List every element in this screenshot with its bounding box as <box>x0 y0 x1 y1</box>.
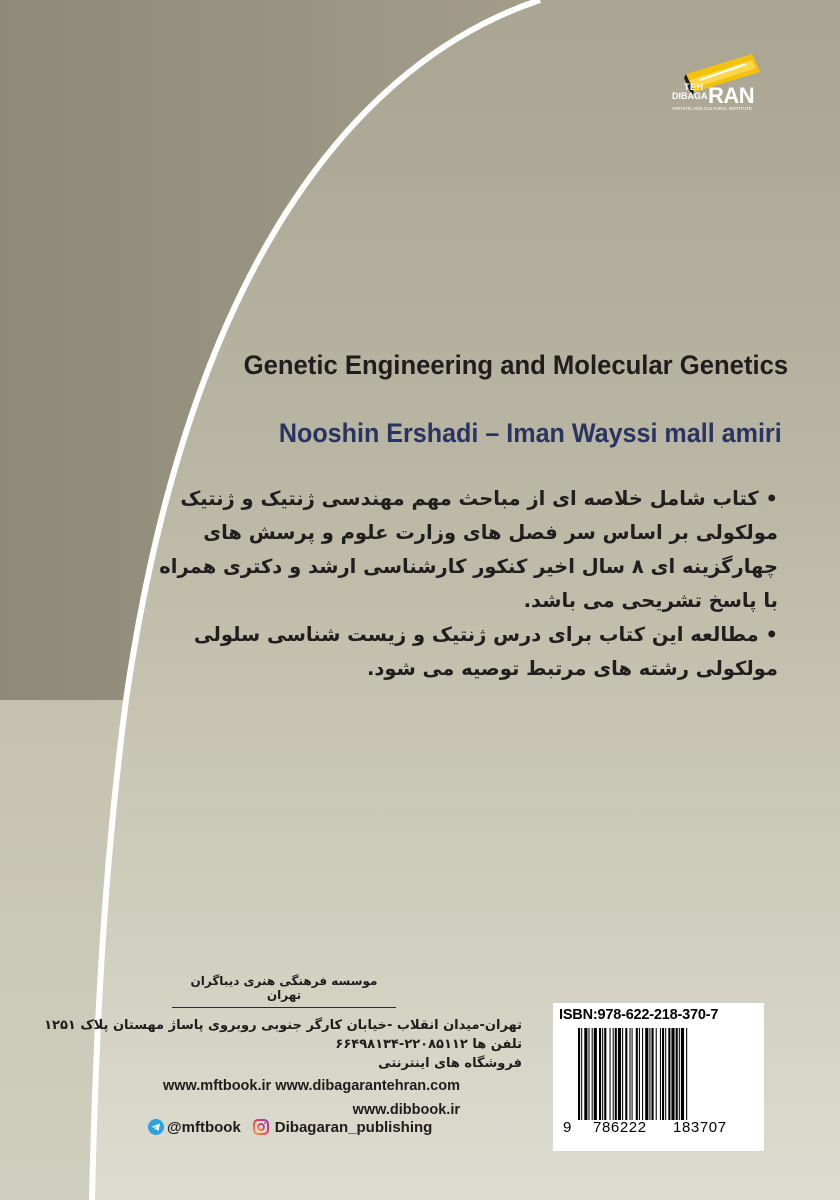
barcode-digits-right: 183707 <box>673 1119 727 1136</box>
logo-subtitle: ARTISTIC AND CULTURAL INSTITUTE <box>672 106 752 111</box>
publisher-phone: تلفن ها ۲۲۰۸۵۱۱۲-۶۶۴۹۸۱۳۴ <box>335 1037 522 1052</box>
barcode-digit-first: 9 <box>563 1119 572 1136</box>
book-title-english: Genetic Engineering and Molecular Genetics <box>243 350 788 380</box>
telegram-handle: @mftbook <box>167 1118 241 1136</box>
summary-bullet-2: • مطالعه این کتاب برای درس ژنتیک و زیست شناسی سلولی مولکولی رشته های مرتبط توصیه می شود. <box>193 623 778 680</box>
websites <box>50 1074 460 1122</box>
online-stores-label: فروشگاه های اینترنتی <box>378 1056 522 1071</box>
logo-ran: RAN <box>708 83 755 108</box>
logo-dibaga: DIBAGA <box>672 91 708 101</box>
instagram-icon <box>253 1119 269 1135</box>
logo-teh: TEH <box>684 82 704 92</box>
websites-line-1: www.mftbook.ir www.dibagarantehran.com <box>162 1078 460 1094</box>
publisher-address: تهران-میدان انقلاب -خیابان کارگر جنوبی روبروی پاساژ مهستان پلاک ۱۲۵۱ <box>44 1018 522 1033</box>
isbn-number: ISBN:978-622-218-370-7 <box>559 1007 719 1023</box>
instagram-handle: Dibagaran_publishing <box>274 1118 433 1136</box>
websites-line-2: www.dibbook.ir <box>352 1102 460 1118</box>
barcode-digits-left: 786222 <box>593 1119 647 1136</box>
telegram-icon <box>148 1119 164 1135</box>
isbn-barcode <box>553 1003 764 1151</box>
publisher-contact <box>44 1016 522 1073</box>
summary-bullet-1: • کتاب شامل خلاصه ای از مباحث مهم مهندسی ژنتیک و ژنتیک مولکولی بر اساس سر فصل های وزارت علوم و پرسش های چهارگزینه ای ۸ سال اخیر کنکور کارشناسی ارشد و دکتری همراه با پاسخ تشریحی می باشد. <box>159 487 778 612</box>
book-authors-english: Nooshin Ershadi – Iman Wayssi mall amiri <box>279 418 782 448</box>
barcode-bars <box>578 1028 748 1120</box>
social-links <box>148 1116 432 1138</box>
book-summary <box>138 482 778 686</box>
publisher-name: موسسه فرهنگی هنری دیباگران تهران <box>172 974 396 1008</box>
